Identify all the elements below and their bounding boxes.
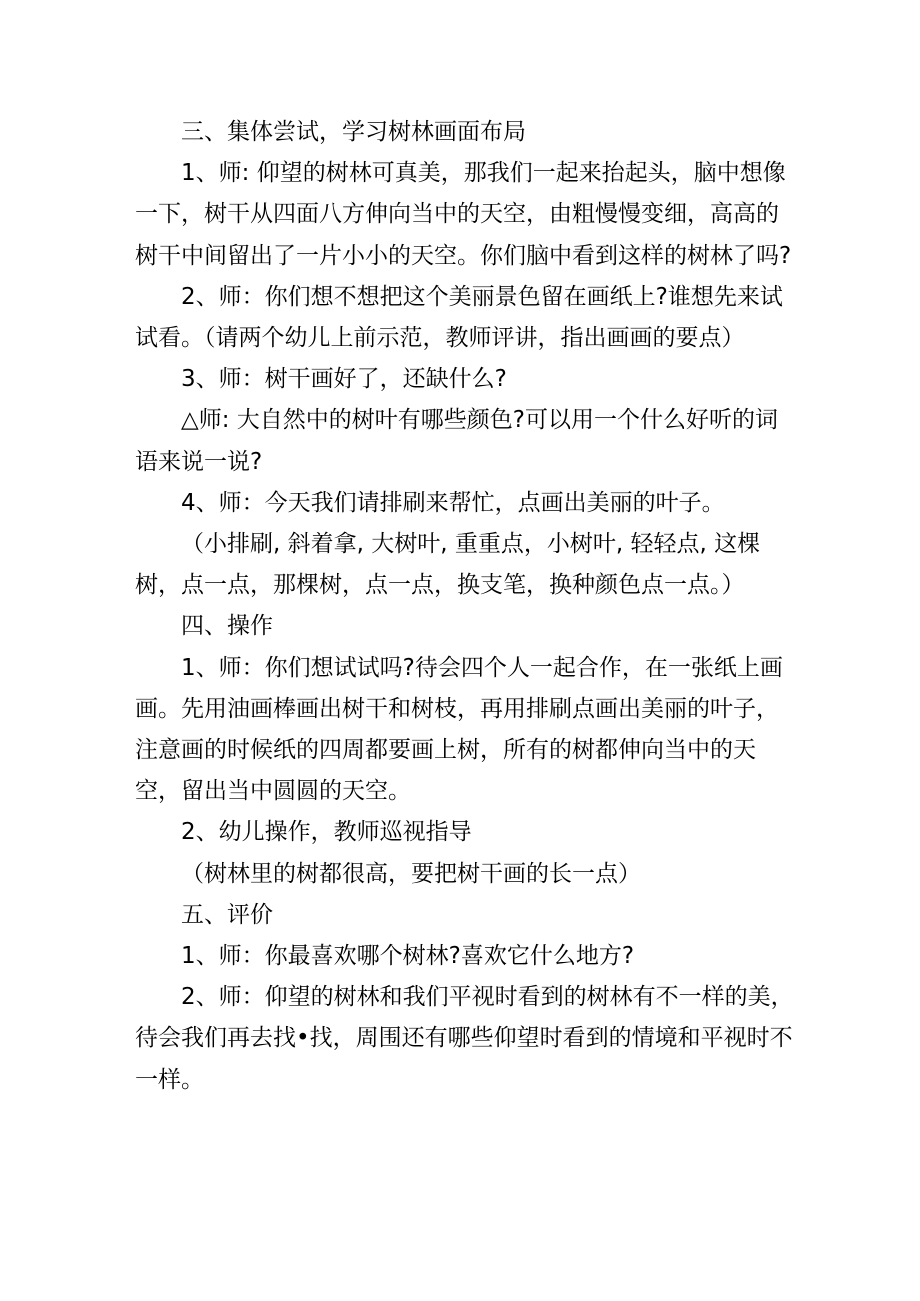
- paragraph-triangle-note: △师: 大自然中的树叶有哪些颜色?可以用一个什么好听的词语来说一说?: [135, 407, 778, 475]
- section-heading-three: 三、集体尝试，学习树林画面布局: [181, 119, 526, 145]
- paragraph-evaluation-2: 2、师：仰望的树林和我们平视时看到的树林有不一样的美，待会我们再去找•找，周围还有哪些仰望时看到的情境和平视时不一样。: [135, 984, 794, 1093]
- paragraph-evaluation-1: 1、师：你最喜欢哪个树林?喜欢它什么地方?: [181, 943, 635, 970]
- paragraph-step-3: 3、师：树干画好了，还缺什么?: [181, 366, 507, 393]
- paragraph-step-2: 2、师：你们想不想把这个美丽景色留在画纸上?谁想先来试试看。（请两个幼儿上前示范，教师评讲，指出画画的要点）: [135, 283, 783, 352]
- paragraph-operation-note: （树林里的树都很高，要把树干画的长一点）: [181, 860, 641, 887]
- section-heading-five: 五、评价: [181, 901, 273, 928]
- section-heading-four: 四、操作: [181, 613, 273, 640]
- paragraph-operation-1: 1、师：你们想试试吗?待会四个人一起合作，在一张纸上画画。先用油画棒画出树干和树枝，再用排刷点画出美丽的叶子，注意画的时候纸的四周都要画上树，所有的树都伸向当中的天空，留出当中圆圆的天空。: [135, 654, 783, 805]
- paragraph-chant: （小排刷, 斜着拿, 大树叶, 重重点，小树叶, 轻轻点, 这棵树，点一点，那棵树，点一点，换支笔，换种颜色点一点。）: [135, 531, 761, 599]
- paragraph-operation-2: 2、幼儿操作，教师巡视指导: [181, 819, 472, 846]
- paragraph-step-4: 4、师：今天我们请排刷来帮忙，点画出美丽的叶子。: [181, 489, 725, 516]
- paragraph-step-1: 1、师: 仰望的树林可真美，那我们一起来抬起头，脑中想像一下，树干从四面八方伸向当中的天空，由粗慢慢变细，高高的树干中间留出了一片小小的天空。你们脑中看到这样的树林了吗?: [135, 160, 792, 269]
- document-body: [135, 112, 795, 1101]
